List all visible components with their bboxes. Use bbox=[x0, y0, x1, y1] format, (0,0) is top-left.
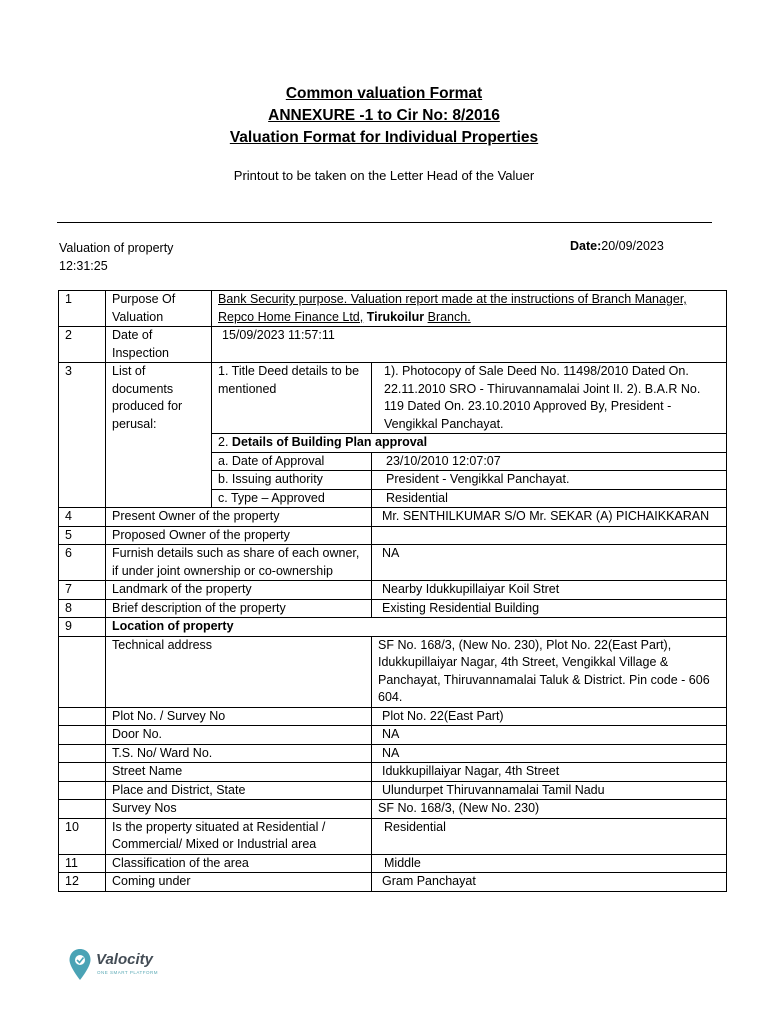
row-number: 5 bbox=[59, 526, 106, 545]
row-value: Existing Residential Building bbox=[372, 599, 727, 618]
sub-label: b. Issuing authority bbox=[212, 471, 372, 490]
table-row bbox=[59, 781, 727, 800]
sub-value: 23/10/2010 12:07:07 bbox=[372, 452, 727, 471]
row-number: 2 bbox=[59, 327, 106, 363]
row-label: Present Owner of the property bbox=[106, 508, 372, 527]
sub-value: Residential bbox=[372, 489, 727, 508]
table-row bbox=[59, 327, 727, 363]
row-label: Furnish details such as share of each owner, if under joint ownership or co-ownership bbox=[106, 545, 372, 581]
header-divider bbox=[57, 222, 712, 223]
row-label: Plot No. / Survey No bbox=[106, 707, 372, 726]
row-value: SF No. 168/3, (New No. 230) bbox=[372, 800, 727, 819]
table-row bbox=[59, 291, 727, 327]
table-row bbox=[59, 707, 727, 726]
row-label: Purpose Of Valuation bbox=[106, 291, 212, 327]
logo-tagline: ONE SMART PLATFORM bbox=[97, 970, 159, 975]
document-title-block bbox=[0, 83, 768, 149]
row-label: Door No. bbox=[106, 726, 372, 745]
row-label: Street Name bbox=[106, 763, 372, 782]
row-value bbox=[372, 526, 727, 545]
table-row bbox=[59, 508, 727, 527]
row-label: Proposed Owner of the property bbox=[106, 526, 372, 545]
row-value: NA bbox=[372, 726, 727, 745]
row-number bbox=[59, 707, 106, 726]
row-value: Middle bbox=[372, 854, 727, 873]
row-value: Plot No. 22(East Part) bbox=[372, 707, 727, 726]
row-label: Brief description of the property bbox=[106, 599, 372, 618]
table-row bbox=[59, 854, 727, 873]
row-label: Landmark of the property bbox=[106, 581, 372, 600]
date-field bbox=[570, 239, 664, 253]
sub-value: President - Vengikkal Panchayat. bbox=[372, 471, 727, 490]
building-plan-heading: 2. Details of Building Plan approval bbox=[212, 434, 727, 453]
table-row bbox=[59, 618, 727, 637]
table-row bbox=[59, 726, 727, 745]
row-number: 12 bbox=[59, 873, 106, 892]
row-value: Idukkupillaiyar Nagar, 4th Street bbox=[372, 763, 727, 782]
row-value: NA bbox=[372, 545, 727, 581]
table-row bbox=[59, 818, 727, 854]
row-label: Classification of the area bbox=[106, 854, 372, 873]
row-number: 11 bbox=[59, 854, 106, 873]
valuation-table bbox=[58, 290, 727, 892]
row-label: Survey Nos bbox=[106, 800, 372, 819]
sub-value: 1). Photocopy of Sale Deed No. 11498/2010 Dated On. 22.11.2010 SRO - Thiruvannamalai Joint II. 2). B.A.R No. 119 Dated On. 23.10.2010 Approved By, President - Vengikkal Panchayat. bbox=[372, 363, 727, 434]
purpose-value: Bank Security purpose. Valuation report made at the instructions of Branch Manager, Repco Home Finance Ltd, Tirukoilur Branch. bbox=[212, 291, 727, 327]
table-row bbox=[59, 744, 727, 763]
row-number: 7 bbox=[59, 581, 106, 600]
row-value: Nearby Idukkupillaiyar Koil Stret bbox=[372, 581, 727, 600]
title-annexure: ANNEXURE -1 to Cir No: 8/2016 bbox=[268, 107, 500, 124]
row-number: 10 bbox=[59, 818, 106, 854]
row-label: Place and District, State bbox=[106, 781, 372, 800]
row-number bbox=[59, 636, 106, 707]
row-number: 6 bbox=[59, 545, 106, 581]
title-common-valuation: Common valuation Format bbox=[285, 85, 483, 102]
printout-note: Printout to be taken on the Letter Head of the Valuer bbox=[233, 168, 535, 183]
row-label: List of documents produced for perusal: bbox=[106, 363, 212, 508]
row-number bbox=[59, 781, 106, 800]
table-row bbox=[59, 873, 727, 892]
row-value: SF No. 168/3, (New No. 230), Plot No. 22(East Part), Idukkupillaiyar Nagar, 4th Street, Vengikkal Village & Panchayat, Thiruvannamalai Taluk & District. Pin code - 606 604. bbox=[372, 636, 727, 707]
row-label: Date of Inspection bbox=[106, 327, 212, 363]
row-number: 3 bbox=[59, 363, 106, 508]
table-row bbox=[59, 636, 727, 707]
logo-text: Valocity bbox=[96, 951, 153, 968]
row-value: Residential bbox=[372, 818, 727, 854]
row-number: 9 bbox=[59, 618, 106, 637]
row-number bbox=[59, 763, 106, 782]
row-label: Is the property situated at Residential / Commercial/ Mixed or Industrial area bbox=[106, 818, 372, 854]
title-valuation-format: Valuation Format for Individual Properties bbox=[229, 129, 539, 146]
row-number bbox=[59, 744, 106, 763]
row-value: Gram Panchayat bbox=[372, 873, 727, 892]
location-heading: Location of property bbox=[106, 618, 727, 637]
table-row bbox=[59, 526, 727, 545]
sub-label: c. Type – Approved bbox=[212, 489, 372, 508]
row-number bbox=[59, 726, 106, 745]
row-number: 8 bbox=[59, 599, 106, 618]
valocity-logo bbox=[68, 948, 188, 984]
date-value: 20/09/2023 bbox=[601, 239, 664, 253]
table-row bbox=[59, 545, 727, 581]
valuation-time: 12:31:25 bbox=[59, 259, 108, 273]
row-number: 4 bbox=[59, 508, 106, 527]
location-pin-icon bbox=[68, 948, 92, 982]
table-row bbox=[59, 800, 727, 819]
row-number: 1 bbox=[59, 291, 106, 327]
sub-label: a. Date of Approval bbox=[212, 452, 372, 471]
date-label: Date: bbox=[570, 239, 602, 253]
row-value: NA bbox=[372, 744, 727, 763]
table-row bbox=[59, 763, 727, 782]
valuation-meta bbox=[59, 239, 173, 275]
table-row bbox=[59, 363, 727, 434]
table-row bbox=[59, 581, 727, 600]
valuation-label: Valuation of property bbox=[59, 241, 174, 255]
row-label: Coming under bbox=[106, 873, 372, 892]
row-label: T.S. No/ Ward No. bbox=[106, 744, 372, 763]
row-value: 15/09/2023 11:57:11 bbox=[212, 327, 727, 363]
sub-label: 1. Title Deed details to be mentioned bbox=[212, 363, 372, 434]
row-label: Technical address bbox=[106, 636, 372, 707]
row-value: Ulundurpet Thiruvannamalai Tamil Nadu bbox=[372, 781, 727, 800]
row-value: Mr. SENTHILKUMAR S/O Mr. SEKAR (A) PICHAIKKARAN bbox=[372, 508, 727, 527]
row-number bbox=[59, 800, 106, 819]
table-row bbox=[59, 599, 727, 618]
